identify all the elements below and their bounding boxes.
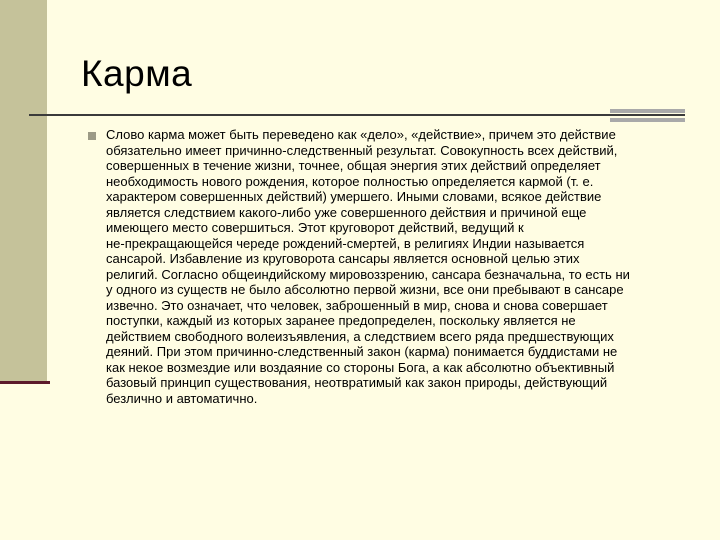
paragraph-line: деяний. При этом причинно-следственный закон (карма) понимается буддистами не bbox=[106, 344, 618, 359]
divider-accent-top bbox=[610, 109, 685, 113]
paragraph-line: сансарой. Избавление из круговорота сансары является основной целью этих bbox=[106, 251, 580, 266]
paragraph-line: извечно. Это означает, что человек, заброшенный в мир, снова и снова совершает bbox=[106, 297, 608, 313]
bullet-paragraph bbox=[106, 127, 678, 406]
paragraph-line: действием свободного волеизъявления, а следствием всего ряда предшествующих bbox=[106, 328, 614, 344]
paragraph-line: необходимость нового рождения, которое полностью определяется кармой (т. е. bbox=[106, 173, 594, 189]
divider-accent-bottom bbox=[610, 118, 685, 122]
paragraph-line: поступки, каждый из которых заранее предопределен, поскольку является не bbox=[106, 313, 576, 328]
paragraph-line: у одного из существ не было абсолютно первой жизни, все они пребывают в сансаре bbox=[106, 282, 624, 297]
paragraph-line: безлично и автоматично. bbox=[106, 390, 258, 406]
paragraph-line: не-прекращающейся череде рождений-смертей, в религиях Индии называется bbox=[106, 235, 585, 251]
paragraph-line: имеющего место совершиться. Этот круговорот действий, ведущий к bbox=[106, 220, 524, 235]
paragraph-line: является следствием какого-либо уже совершенного действия и причиной еще bbox=[106, 204, 587, 220]
title-divider bbox=[29, 114, 685, 116]
paragraph-line: религий. Согласно общеиндийскому мировоззрению, сансара безначальна, то есть ни bbox=[106, 266, 630, 282]
square-bullet-icon bbox=[88, 132, 96, 140]
paragraph-line: базовый принцип существования, неотвратимый как закон природы, действующий bbox=[106, 375, 608, 390]
left-accent-bar bbox=[0, 381, 50, 384]
paragraph-line: обязательно имеет причинно-следственный результат. Совокупность всех действий, bbox=[106, 142, 618, 158]
paragraph-line: как некое возмездие или воздаяние со стороны Бога, а как абсолютно объективный bbox=[106, 359, 615, 375]
slide-title: Карма bbox=[81, 53, 193, 94]
paragraph-line: совершенных в течение жизни, точнее, общая энергия этих действий определяет bbox=[106, 158, 601, 173]
paragraph-line: Слово карма может быть переведено как «дело», «действие», причем это действие bbox=[106, 127, 616, 142]
left-decorative-stripe bbox=[0, 0, 47, 382]
paragraph-line: характером совершенных действий) умершего. Иными словами, всякое действие bbox=[106, 189, 602, 204]
